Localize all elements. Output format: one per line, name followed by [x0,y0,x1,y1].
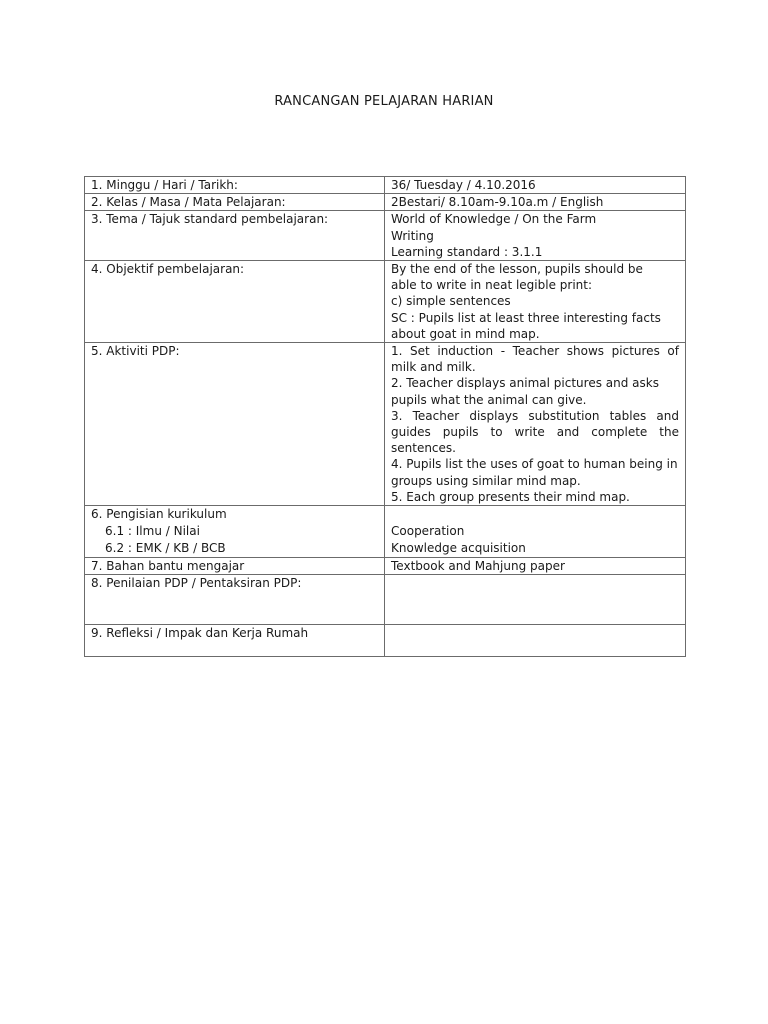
row-label: 8. Penilaian PDP / Pentaksiran PDP: [85,574,385,624]
value-line: c) simple sentences [391,294,511,309]
table-row [85,506,686,558]
activity-item: 1. Set induction - Teacher shows pictures of milk and milk. [391,344,679,375]
row-label: 4. Objektif pembelajaran: [85,261,385,343]
value-line: World of Knowledge / On the Farm [391,212,597,227]
table-row [85,557,686,574]
value-line: SC : Pupils list at least three interesting facts [391,310,661,325]
row-value: 2Bestari/ 8.10am-9.10a.m / English [385,194,686,211]
value-line: By the end of the lesson, pupils should be [391,262,643,277]
row-value [385,211,686,261]
activity-item: 3. Teacher displays substitution tables and guides pupils to write and complete the sentences. [391,408,679,456]
row-label: 7. Bahan bantu mengajar [85,557,385,574]
row-label: 5. Aktiviti PDP: [85,343,385,506]
activity-item: 5. Each group presents their mind map. [391,489,630,504]
row-value [385,624,686,656]
row-value [385,506,686,558]
row-value [385,343,686,506]
row-value: Textbook and Mahjung paper [385,557,686,574]
table-row [85,624,686,656]
value-line: able to write in neat legible print: [391,278,593,293]
activity-item: 4. Pupils list the uses of goat to human being in groups using similar mind map. [391,457,678,488]
value-line: Learning standard : 3.1.1 [391,244,543,259]
row-label: 1. Minggu / Hari / Tarikh: [85,177,385,194]
row-value: 36/ Tuesday / 4.10.2016 [385,177,686,194]
table-row [85,343,686,506]
table-row [85,194,686,211]
table-row [85,211,686,261]
sub-label: 6.1 : Ilmu / Nilai [105,524,200,539]
value-line: Writing [391,228,434,243]
lesson-plan-table [84,176,686,657]
sub-value: Knowledge acquisition [391,541,526,556]
row-label: 6. Pengisian kurikulum 6.1 : Ilmu / Nilai 6.2 : EMK / KB / BCB [85,506,385,558]
row-value [385,574,686,624]
row-value [385,261,686,343]
table-row [85,574,686,624]
activity-item: 2. Teacher displays animal pictures and asks pupils what the animal can give. [391,376,659,407]
row-label: 2. Kelas / Masa / Mata Pelajaran: [85,194,385,211]
value-line: about goat in mind map. [391,326,540,341]
page-title: RANCANGAN PELAJARAN HARIAN [274,94,494,109]
table-row [85,177,686,194]
sub-label: 6.2 : EMK / KB / BCB [105,541,226,556]
row-label: 3. Tema / Tajuk standard pembelajaran: [85,211,385,261]
table-row [85,261,686,343]
row-label: 9. Refleksi / Impak dan Kerja Rumah [85,624,385,656]
sub-value: Cooperation [391,524,465,539]
